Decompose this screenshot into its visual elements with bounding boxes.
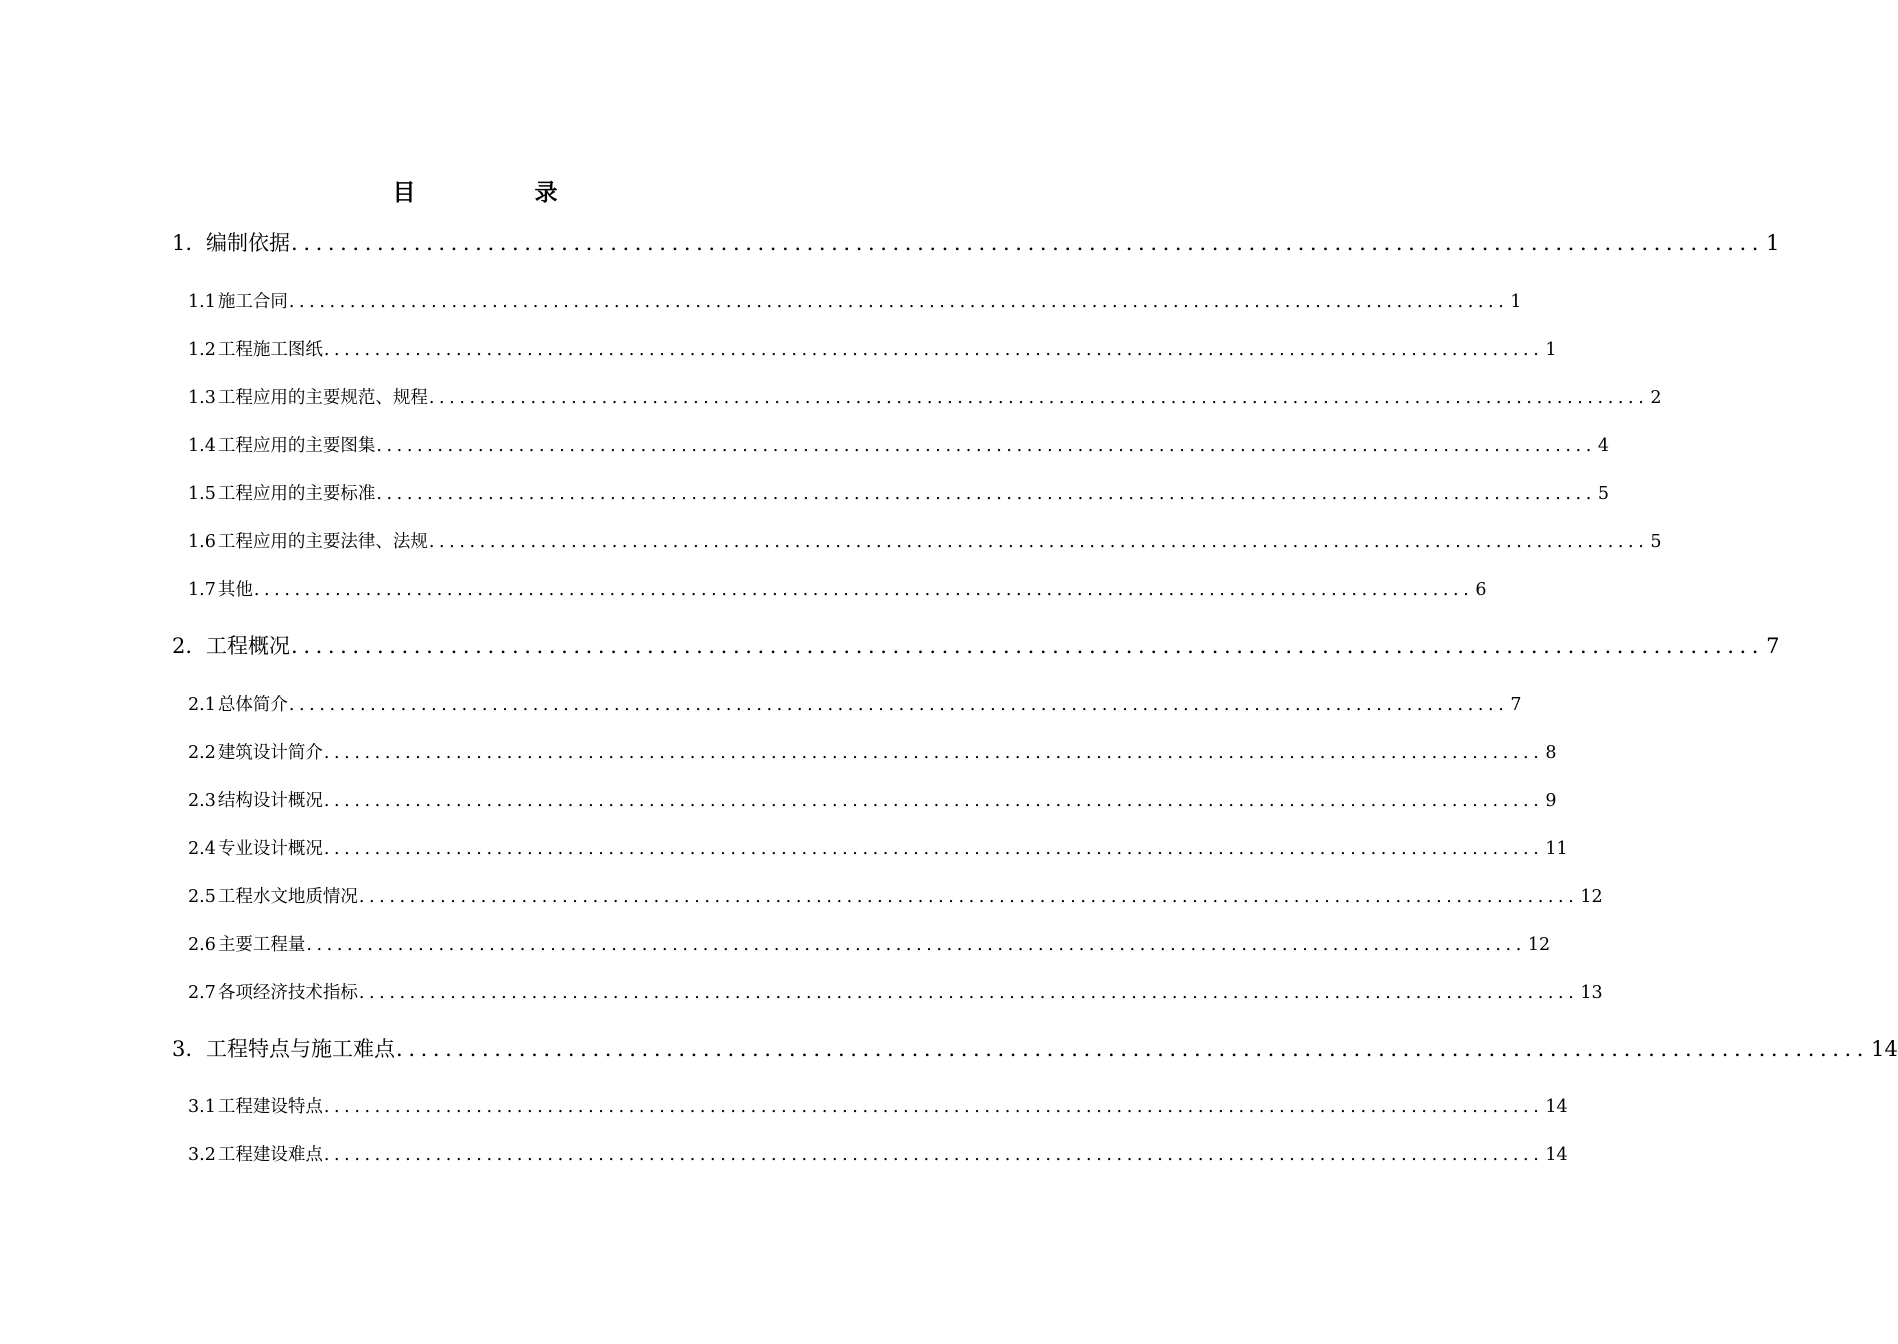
toc-section-entry [188, 884, 1603, 910]
toc-entry-title: 工程建设难点 [217, 1145, 323, 1165]
toc-page-number: 1 [1545, 340, 1557, 360]
toc-entry-number: 1.3 [188, 388, 216, 408]
toc-entry-title: 编制依据 [206, 231, 291, 255]
toc-entry-number: 2. [172, 634, 193, 658]
toc-page-number: 2 [1650, 388, 1662, 408]
toc-chapter-entry [172, 1034, 1898, 1064]
toc-entry-number: 2.7 [188, 983, 216, 1003]
toc-entry-title: 工程应用的主要标准 [217, 484, 376, 504]
toc-section-entry [188, 740, 1557, 766]
toc-dot-leader: ........................................................................................................................ [323, 1145, 1544, 1165]
toc-section-entry [188, 481, 1610, 507]
toc-title: 目 录 [392, 179, 606, 206]
toc-dot-leader: ........................................................................................................................ [291, 634, 1765, 658]
toc-section-entry [188, 1142, 1568, 1168]
toc-entry-number: 2.2 [188, 743, 216, 763]
toc-entry-title: 工程应用的主要法律、法规 [217, 532, 428, 552]
toc-chapter-entry [172, 631, 1780, 661]
toc-entry-title: 结构设计概况 [217, 791, 323, 811]
toc-section-entry [188, 289, 1522, 315]
toc-entry-number: 1.1 [188, 292, 216, 312]
toc-dot-leader: ........................................................................................................................ [358, 983, 1579, 1003]
toc-entry-title: 工程概况 [206, 634, 291, 658]
toc-dot-leader: ........................................................................................................................ [428, 532, 1649, 552]
toc-entry-title: 专业设计概况 [217, 839, 323, 859]
toc-entry-number: 1.2 [188, 340, 216, 360]
toc-section-entry [188, 433, 1610, 459]
toc-entry-title: 各项经济技术指标 [217, 983, 358, 1003]
toc-page-number: 14 [1545, 1097, 1568, 1117]
toc-entry-number: 1. [172, 231, 193, 255]
toc-page-number: 14 [1545, 1145, 1568, 1165]
toc-entry-number: 1.6 [188, 532, 216, 552]
toc-entry-number: 3. [172, 1037, 193, 1061]
toc-entry-title: 工程应用的主要图集 [217, 436, 376, 456]
toc-page-number: 12 [1527, 935, 1551, 955]
toc-entry-title: 施工合同 [217, 292, 288, 312]
toc-section-entry [188, 385, 1662, 411]
toc-entry-title: 工程施工图纸 [217, 340, 323, 360]
toc-dot-leader: ........................................................................................................................ [358, 887, 1579, 907]
toc-section-entry [188, 980, 1603, 1006]
toc-entry-number: 3.2 [188, 1145, 216, 1165]
toc-dot-leader: ........................................................................................................................ [428, 388, 1649, 408]
toc-dot-leader: ........................................................................................................................ [323, 1097, 1544, 1117]
toc-entry-title: 工程建设特点 [217, 1097, 323, 1117]
toc-page-number: 13 [1580, 983, 1603, 1003]
toc-section-entry [188, 577, 1487, 603]
toc-entry-number: 1.5 [188, 484, 216, 504]
toc-section-entry [188, 337, 1557, 363]
toc-dot-leader: ........................................................................................................................ [253, 580, 1474, 600]
toc-page-number: 1 [1510, 292, 1522, 312]
toc-page-number: 6 [1475, 580, 1487, 600]
toc-entry-title: 总体简介 [217, 695, 288, 715]
toc-page-number: 11 [1545, 839, 1568, 859]
toc-entry-number: 2.6 [188, 935, 216, 955]
toc-entry-number: 2.5 [188, 887, 216, 907]
toc-entry-title: 建筑设计简介 [217, 743, 323, 763]
toc-entry-title: 其他 [217, 580, 253, 600]
toc-page-number: 5 [1650, 532, 1662, 552]
toc-dot-leader: ........................................................................................................................ [306, 935, 1526, 955]
toc-page-number: 12 [1580, 887, 1603, 907]
toc-page-number: 5 [1597, 484, 1610, 504]
toc-entry-number: 3.1 [188, 1097, 216, 1117]
toc-entry-title: 工程水文地质情况 [217, 887, 358, 907]
toc-section-entry [188, 836, 1568, 862]
toc-page-number: 9 [1545, 791, 1557, 811]
toc-section-entry [188, 932, 1551, 958]
toc-entry-number: 1.7 [188, 580, 216, 600]
toc-page-number: 8 [1545, 743, 1557, 763]
toc-entry-number: 2.1 [188, 695, 216, 715]
toc-entry-number: 1.4 [188, 436, 216, 456]
toc-page-number: 4 [1597, 436, 1610, 456]
toc-dot-leader: ........................................................................................................................ [323, 839, 1544, 859]
toc-section-entry [188, 529, 1662, 555]
toc-entry-number: 2.4 [188, 839, 216, 859]
toc-entry-title: 主要工程量 [217, 935, 306, 955]
toc-page-number: 7 [1510, 695, 1522, 715]
toc-dot-leader: ........................................................................................................................ [291, 231, 1765, 255]
toc-dot-leader: ........................................................................................................................ [376, 436, 1596, 456]
toc-dot-leader: ........................................................................................................................ [323, 340, 1544, 360]
toc-entry-number: 2.3 [188, 791, 216, 811]
toc-dot-leader: ........................................................................................................................ [323, 791, 1544, 811]
toc-section-entry [188, 1094, 1568, 1120]
toc-dot-leader: ........................................................................................................................ [376, 484, 1596, 504]
toc-dot-leader: ........................................................................................................................ [288, 292, 1509, 312]
toc-entry-title: 工程应用的主要规范、规程 [217, 388, 428, 408]
toc-dot-leader: ........................................................................................................................ [396, 1037, 1870, 1061]
toc-dot-leader: ........................................................................................................................ [323, 743, 1544, 763]
toc-section-entry [188, 788, 1557, 814]
toc-entry-title: 工程特点与施工难点 [206, 1037, 396, 1061]
toc-page-number: 1 [1766, 231, 1780, 255]
toc-section-entry [188, 692, 1522, 718]
toc-page-number: 7 [1766, 634, 1780, 658]
toc-chapter-entry [172, 228, 1780, 258]
toc-page-number: 14 [1871, 1037, 1898, 1061]
toc-dot-leader: ........................................................................................................................ [288, 695, 1509, 715]
